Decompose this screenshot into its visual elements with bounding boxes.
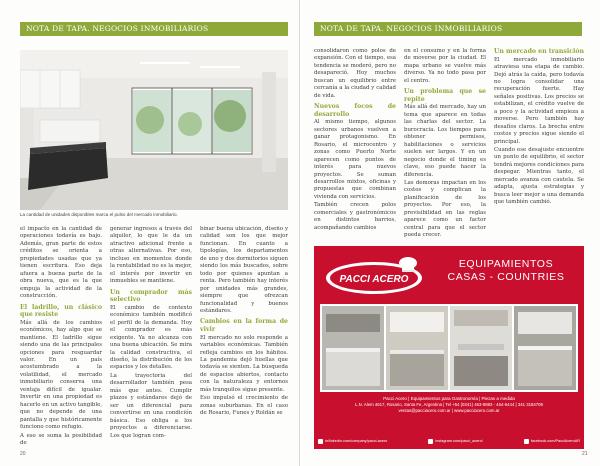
paragraph: Cuando ese desajuste encuentre un punto de equilibrio, el sector tendrá mejores condiciones para despegar. Mientras tanto, el mercado avanza con cautela. Se adapta, ajusta estrategias y busca leer mejor a una demanda que también cambió. [494, 147, 584, 206]
section-header: NOTA DE TAPA. NEGOCIOS INMOBILIARIOS [314, 22, 582, 36]
apartment-photo [20, 50, 288, 210]
subheading: Un comprador más selectivo [110, 288, 192, 304]
instagram-icon [428, 439, 433, 444]
subheading: Nuevos focos de desarrollo [314, 103, 396, 118]
paragraph: También crecen polos comerciales y gastronómicos en distintos barrios, acompañando cambios [314, 202, 396, 231]
ad-web-line[interactable]: ventas@pacciacero.com.ar | www.pacciacero.com.ar [398, 408, 500, 413]
ad-social-links [318, 436, 580, 446]
paragraph: El cambio de contexto económico también modificó el perfil de la demanda. Hoy el comprador es más exigente. Ya no alcanza con una buena ubicación. Se mira la calidad constructiva, el diseño, la distribución de los espacios y los detalles. [110, 304, 192, 371]
paragraph: El mercado no solo responde a variables económicas. También refleja cambios en los hábitos. La pandemia dejó huellas que todavía se sienten. La búsqueda de espacios abiertos, contacto con la naturaleza y entornos más tranquilos sigue presente. [200, 334, 288, 393]
ad-headline-line-1: EQUIPAMIENTOS [458, 258, 554, 270]
ad-contact-block [314, 396, 584, 414]
svg-text:PACCI ACERO: PACCI ACERO [339, 274, 409, 285]
paragraph: El mercado inmobiliario atraviesa una etapa de cambio. Dejó atrás la caída, pero todavía no logra consolidar una recuperación fuerte. Hay señales positivas. Los precios se estabilizan, el crédito vuelve de a poco y la actividad empieza a moverse. Pero también hay desafíos claros. La brecha entre costos y precios sigue siendo el principal. [494, 56, 584, 145]
ad-address-line: L.N. Alem 4617, Rosario, Santa Fe, Argentina | Tel +54 (0341) 463-8883 - 464-6444 | 341 3184708 [355, 402, 543, 407]
subheading: Un mercado en transición [494, 48, 584, 55]
paragraph: A eso se suma la posibilidad de [20, 432, 102, 446]
ad-brand-line: Pacci Acero | Equipamientos para Gastronomía | Piezas a medida [383, 396, 515, 401]
text-column-3 [494, 48, 584, 242]
paragraph: en el consumo y en la forma de moverse por la ciudad. El mapa urbano se vuelve más diverso. Ya no todo pasa por el centro. [404, 48, 486, 84]
text-column-3 [200, 226, 288, 446]
paragraph: Más allá de los cambios económicos, hay algo que se mantiene. El ladrillo sigue siendo una de las principales opciones para resguardar valor. En un país acostumbrado a la volatilidad, el mercado inmobiliario conserva una ventaja difícil de igualar. Invertir en una propiedad es hacerlo en un activo tangible, que no depende de una pantalla y que históricamente funciono como refugio. [20, 319, 102, 431]
pacci-acero-logo [324, 254, 424, 298]
photo-caption: La cantidad de unidades disponibles marca el pulso del mercado inmobiliario. [20, 212, 178, 217]
ad-headline [432, 258, 580, 284]
paragraph: Más allá del mercado, hay un tema que aparece en todas las charlas del sector. La burocracia. Los tiempos para obtener permisos, habilitaciones o servicios suelen ser largos. Y en un negocio donde el timing es clave, eso puede hacer la diferencia. [404, 104, 486, 178]
facebook-icon [524, 439, 529, 444]
paragraph: Eso impulsó el crecimiento de zonas suburbanas. En el caso de Rosario, Funes y Roldán se [200, 395, 288, 417]
page-number: 21 [582, 451, 588, 457]
paragraph: generar ingresos a través del alquiler, lo que le da un atractivo adicional frente a otras alternativas. Por eso, incluso en momentos donde la rentabilidad no es la mejor, el interés por invertir en inmuebles se mantiene. [110, 226, 192, 285]
subheading: Cambios en la forma de vivir [200, 318, 288, 334]
text-column-1 [20, 226, 102, 446]
facebook-link[interactable]: facebook.com/PacciAceroAR [524, 436, 580, 446]
paragraph: Las demoras impactan en los costos y complican la planificación de los proyectos. Por eso, la previsibilidad en las reglas aparece como un factor central para que el sector pueda crecer. [404, 179, 486, 239]
apartment-interior-image [20, 50, 288, 210]
linkedin-icon [318, 439, 323, 444]
section-header: NOTA DE TAPA. NEGOCIOS INMOBILIARIOS [20, 22, 288, 36]
paragraph: consolidaron como polos de expansión. Con el tiempo, esa tendencia se moderó, pero no desapareció. Hoy muchos buscan un equilibrio entre cercanía a la ciudad y calidad de vida. [314, 48, 396, 99]
paragraph: La trayectoria del desarrollador también pesa más que antes. Cumplir plazos y estándares dejó de ser un diferencial para convertirse en una condición básica. Eso obliga a los proyectos a diferenciarse. Los que logran com- [110, 372, 192, 439]
ad-kitchen-photos [320, 304, 578, 392]
text-column-2 [110, 226, 192, 446]
right-page [300, 0, 600, 466]
pacci-acero-ad[interactable] [314, 246, 584, 449]
ad-headline-line-2: CASAS - COUNTRIES [447, 271, 565, 283]
paragraph: el impacto en la cantidad de operaciones todavía es bajo. Además, gran parte de estos créditos se orienta a propiedades usadas que ya tienen escritura. Eso deja afuera a buena parte de la obra nueva, que es la que empuja la actividad de la construcción. [20, 226, 102, 300]
page-number: 20 [20, 451, 26, 457]
paragraph: Al mismo tiempo, algunos sectores urbanos vuelven a ganar protagonismo. En Rosario, el microcentro y zonas como Puerto Norte aparecen como puntos de interés para nuevos proyectos. Se suman desarrollos mixtos, oficinas y propuestas que combinan vivienda con servicios. [314, 119, 396, 200]
text-column-1 [314, 48, 396, 242]
subheading: Un problema que se repite [404, 88, 486, 103]
linkedin-link[interactable]: in/linkedin.com/company/pacci-acero [318, 436, 387, 446]
paragraph: binar buena ubicación, diseño y calidad son los que mejor funcionan. En cuanto a tipologías, los departamentos de uno y dos dormitorios siguen siendo los más buscados, sobre todo por quienes apuntan a renta. Pero también hay interés por unidades más grandes, siempre que ofrezcan funcionalidad y buenos estándares. [200, 226, 288, 314]
text-column-2 [404, 48, 486, 242]
subheading: El ladrillo, un clásico que resiste [20, 303, 102, 319]
instagram-link[interactable]: instagram.com/pacci_acero/ [428, 436, 482, 446]
